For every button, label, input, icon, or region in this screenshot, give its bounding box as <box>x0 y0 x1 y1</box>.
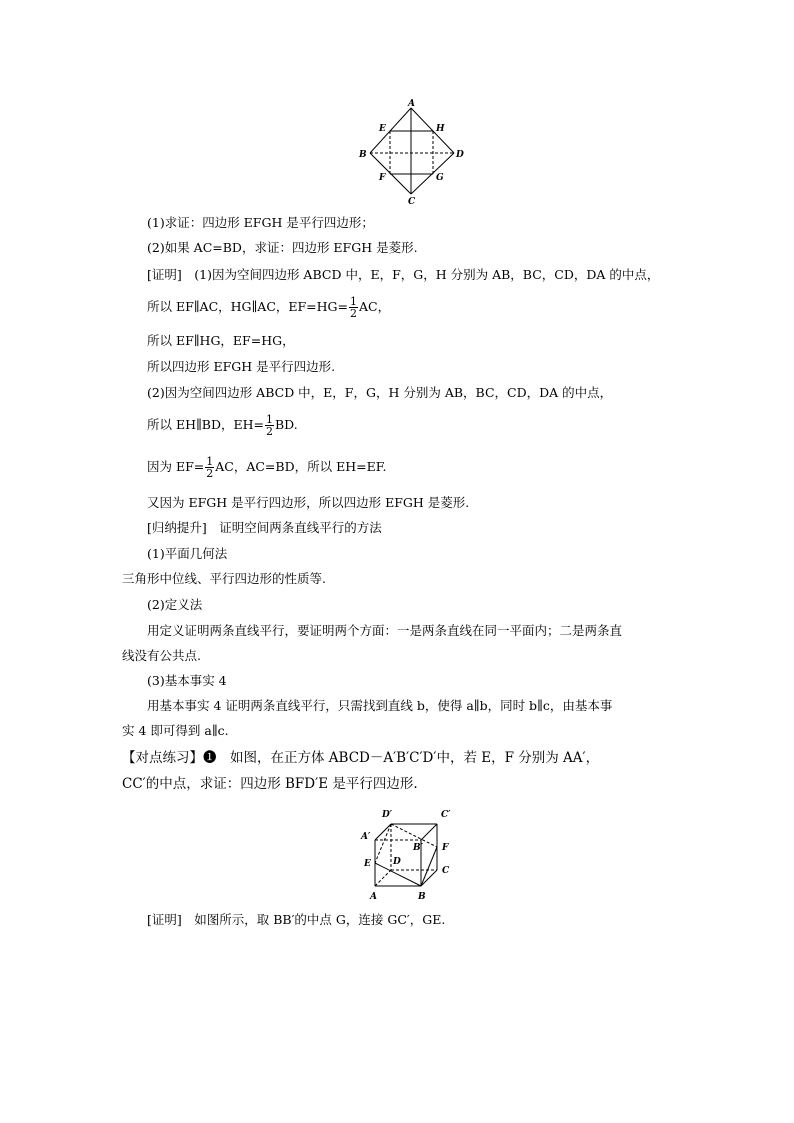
fraction-half: $\frac{1}{2}$ <box>206 455 214 480</box>
text-line-7: (2)因为空间四边形 ABCD 中，E，F，G，H 分别为 AB，BC，CD，DA 的中点， <box>147 385 613 400</box>
label-B-prime: B′ <box>413 843 423 853</box>
text-line-17: (3)基本事实 4 <box>147 673 227 688</box>
label-C: C <box>408 197 416 206</box>
text-line-11: [归纳提升] 证明空间两条直线平行的方法 <box>147 520 382 535</box>
text-line-21: CC′的中点，求证：四边形 BFD′E 是平行四边形. <box>122 776 418 792</box>
text-line-16: 线没有公共点. <box>122 648 201 663</box>
label-A: A <box>370 892 377 902</box>
text-line-18: 用基本事实 4 证明两条直线平行，只需找到直线 b，使得 a∥b，同时 b∥c，由基本事 <box>147 698 613 713</box>
text-line-9: 因为 EF= $\frac{1}{2}$ AC，AC=BD，所以 EH=EF. <box>147 455 387 480</box>
label-F: F <box>379 173 386 183</box>
label-C-prime: C′ <box>441 810 451 820</box>
label-H: H <box>436 124 445 134</box>
figure-quadrilateral <box>355 98 470 206</box>
text-line-1: (1)求证：四边形 EFGH 是平行四边形； <box>147 215 374 230</box>
text-line-2: (2)如果 AC=BD，求证：四边形 EFGH 是菱形. <box>147 240 418 255</box>
label-D-prime: D′ <box>382 810 393 820</box>
label-E: E <box>379 124 386 134</box>
label-A: A <box>408 99 415 109</box>
label-B: B <box>359 150 367 160</box>
text-line-5: 所以 EF∥HG，EF=HG， <box>147 333 295 348</box>
label-B: B <box>418 892 426 902</box>
text-line-14: (2)定义法 <box>147 597 203 612</box>
text-line-8: 所以 EH∥BD，EH= $\frac{1}{2}$ BD. <box>147 413 298 438</box>
text-line-13: 三角形中位线、平行四边形的性质等. <box>122 571 326 586</box>
label-F: F <box>442 843 449 853</box>
fraction-half: $\frac{1}{2}$ <box>350 295 358 320</box>
label-E: E <box>364 859 371 869</box>
label-G: G <box>436 173 444 183</box>
fraction-half: $\frac{1}{2}$ <box>265 413 273 438</box>
label-C: C <box>442 866 450 876</box>
label-D: D <box>456 150 464 160</box>
text-line-10: 又因为 EFGH 是平行四边形，所以四边形 EFGH 是菱形. <box>147 495 470 510</box>
text-line-3: [证明] (1)因为空间四边形 ABCD 中，E，F，G，H 分别为 AB，BC，CD，DA 的中点， <box>147 267 660 282</box>
text-line-15: 用定义证明两条直线平行，要证明两个方面：一是两条直线在同一平面内；二是两条直 <box>147 623 623 638</box>
text-line-12: (1)平面几何法 <box>147 546 228 561</box>
text-line-19: 实 4 即可得到 a∥c. <box>122 723 229 738</box>
figure-cube <box>358 800 463 904</box>
text-line-20: 【对点练习】❶ 如图，在正方体 ABCD－A′B′C′D′中，若 E，F 分别为 AA′， <box>122 750 600 766</box>
label-D: D <box>393 857 401 867</box>
text-line-22: [证明] 如图所示，取 BB′的中点 G，连接 GC′，GE. <box>147 912 446 927</box>
text-line-6: 所以四边形 EFGH 是平行四边形. <box>147 359 336 374</box>
label-A-prime: A′ <box>361 832 371 842</box>
text-line-4: 所以 EF∥AC，HG∥AC，EF=HG= $\frac{1}{2}$ AC， <box>147 295 391 320</box>
